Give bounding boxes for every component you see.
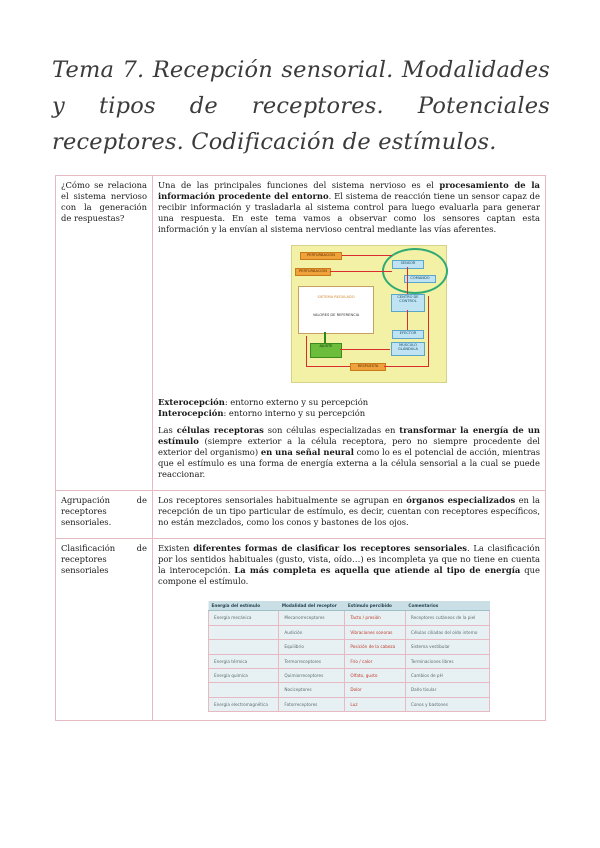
bold-text: Interocepción	[158, 408, 224, 418]
text: : entorno interno y su percepción	[223, 408, 366, 418]
column-header: Energía del estímulo	[209, 601, 279, 611]
table-cell: Quimiorreceptores	[279, 669, 345, 683]
text: como lo es el potencial de acción, mientras que el estímulo es una forma de energía externa a la célula sensorial a la cual se puede reaccionar.	[158, 447, 540, 479]
table-row	[209, 640, 490, 654]
arrow	[306, 336, 307, 367]
paragraph	[158, 180, 540, 235]
bold-text: células receptoras	[176, 425, 264, 435]
arrow	[407, 310, 408, 330]
question-cell	[56, 539, 153, 721]
arrow	[384, 366, 429, 367]
bold-text: Exterocepción	[158, 397, 225, 407]
table-cell: Tacto / presión	[345, 611, 405, 625]
question-text: Clasificación de receptores sensoriales	[61, 543, 147, 575]
arrow	[428, 296, 429, 366]
arrow	[407, 267, 408, 294]
content-table	[55, 175, 546, 721]
table-cell: Termorreceptores	[279, 654, 345, 668]
bold-text: La más completa es aquella que atiende al tipo de energía	[234, 565, 521, 575]
table-cell: Células ciliadas del oído interno	[405, 625, 489, 639]
table-row	[209, 683, 490, 697]
answer-cell	[153, 176, 546, 491]
regulated-system-label: SISTEMA REGULADO	[317, 295, 355, 299]
command-box: COMANDO	[404, 275, 436, 283]
arrow	[340, 349, 390, 350]
perturbation-box: PERTURBACIÓN	[300, 252, 342, 260]
table-cell: Frío / calor	[345, 654, 405, 668]
table-header-row	[209, 601, 490, 611]
text: (siempre exterior a la célula receptora, pero no siempre procedente del exterior del organismo)	[158, 436, 540, 457]
text: Los receptores sensoriales habitualmente se agrupan en	[158, 495, 407, 505]
table-row	[209, 611, 490, 625]
bold-text: en una señal neural	[260, 447, 354, 457]
column-header: Comentarios	[405, 601, 489, 611]
table-cell	[209, 683, 279, 697]
bold-text: transformar la energía de un estímulo	[158, 425, 540, 446]
table-cell: Energía electromagnética	[209, 697, 279, 711]
table-cell: Luz	[345, 697, 405, 711]
table-cell: Conos y bastones	[405, 697, 489, 711]
table-row	[209, 669, 490, 683]
response-box: RESPUESTA	[350, 363, 386, 371]
bold-text: procesamiento de la información procedente del entorno	[158, 180, 540, 201]
table-cell: Posición de la cabeza	[345, 640, 405, 654]
bold-text: órganos especializados	[406, 495, 516, 505]
table-body	[209, 611, 490, 712]
table-cell: Nociceptores	[279, 683, 345, 697]
table-cell: Receptores cutáneos de la piel	[405, 611, 489, 625]
column-header: Modalidad del receptor	[279, 601, 345, 611]
feedback-diagram	[291, 245, 447, 383]
arrow	[306, 366, 350, 367]
regulated-system-box	[298, 286, 374, 334]
sensor-box: SENSOR	[392, 260, 424, 269]
table-cell: Fotorreceptores	[279, 697, 345, 711]
table-cell: Energía química	[209, 669, 279, 683]
table-row	[56, 176, 546, 491]
text: son células especializadas en	[263, 425, 400, 435]
table-cell: Audición	[279, 625, 345, 639]
table-cell	[209, 625, 279, 639]
text: en la recepción de un tipo particular de estímulo, es decir, cuentan con receptores específicos, no están mezclados, como los conos y bastones de los ojos.	[158, 495, 540, 527]
text: que compone el estímulo.	[158, 565, 540, 586]
answer-cell	[153, 539, 546, 721]
table-row	[209, 697, 490, 711]
answer-cell	[153, 491, 546, 539]
text: Una de las principales funciones del sistema nervioso es el	[158, 180, 440, 190]
arrow	[330, 271, 392, 272]
table-cell: Olfato, gusto	[345, 669, 405, 683]
table-cell	[209, 640, 279, 654]
table-row	[56, 491, 546, 539]
paragraph	[158, 495, 540, 528]
paragraph	[158, 397, 540, 419]
adjustment-box: AJUSTE	[310, 343, 342, 358]
muscle-box: MÚSCULO GLÁNDULA	[391, 342, 425, 356]
table-cell: Dolor	[345, 683, 405, 697]
table-cell: Equilibrio	[279, 640, 345, 654]
reference-values-label: VALORES DE REFERENCIA	[312, 313, 360, 317]
bold-text: diferentes formas de clasificar los receptores sensoriales	[193, 543, 467, 553]
question-cell	[56, 491, 153, 539]
column-header: Estímulo percibido	[345, 601, 405, 611]
text: . El sistema de reacción tiene un sensor capaz de recibir información y trasladarla al sistema control para luego evaluarla para generar una respuesta. En este tema vamos a observar como los sensores captan esta información y la envían al sistema nervioso central mediante las vías aferentes.	[158, 191, 540, 234]
arrow	[324, 332, 326, 343]
text: Existen	[158, 543, 194, 553]
table-cell: Mecanorreceptores	[279, 611, 345, 625]
arrow	[342, 255, 392, 256]
text: . La clasificación por los sentidos habituales (gusto, vista, oído…) es incompleta ya que no tiene en cuenta la interocepción.	[158, 543, 540, 575]
receptor-classification-table	[208, 601, 490, 712]
table-cell: Cambios de pH	[405, 669, 489, 683]
control-center-box: CENTRO DE CONTROL	[391, 294, 425, 312]
question-cell	[56, 176, 153, 491]
table-row	[209, 625, 490, 639]
table-row	[209, 654, 490, 668]
table-cell: Daño tisular	[405, 683, 489, 697]
table-row	[56, 539, 546, 721]
effector-box: EFECTOR	[392, 330, 424, 339]
table-cell: Terminaciones libres	[405, 654, 489, 668]
question-text: ¿Cómo se relaciona el sistema nervioso con la generación de respuestas?	[61, 180, 147, 223]
text: : entorno externo y su percepción	[224, 397, 369, 407]
table-cell: Energía térmica	[209, 654, 279, 668]
paragraph	[158, 543, 540, 587]
paragraph	[158, 425, 540, 480]
table-cell: Vibraciones sonoras	[345, 625, 405, 639]
perturbation-box-2: PERTURBACIÓN	[295, 268, 331, 276]
table-cell: Energía mecánica	[209, 611, 279, 625]
question-text: Agrupación de receptores sensoriales.	[61, 495, 147, 527]
text: Las	[158, 425, 177, 435]
page-title: Tema 7. Recepción sensorial. Modalidades y tipos de receptores. Potenciales receptores. Codificación de estímulos.	[52, 57, 550, 155]
table-cell: Sistema vestibular	[405, 640, 489, 654]
